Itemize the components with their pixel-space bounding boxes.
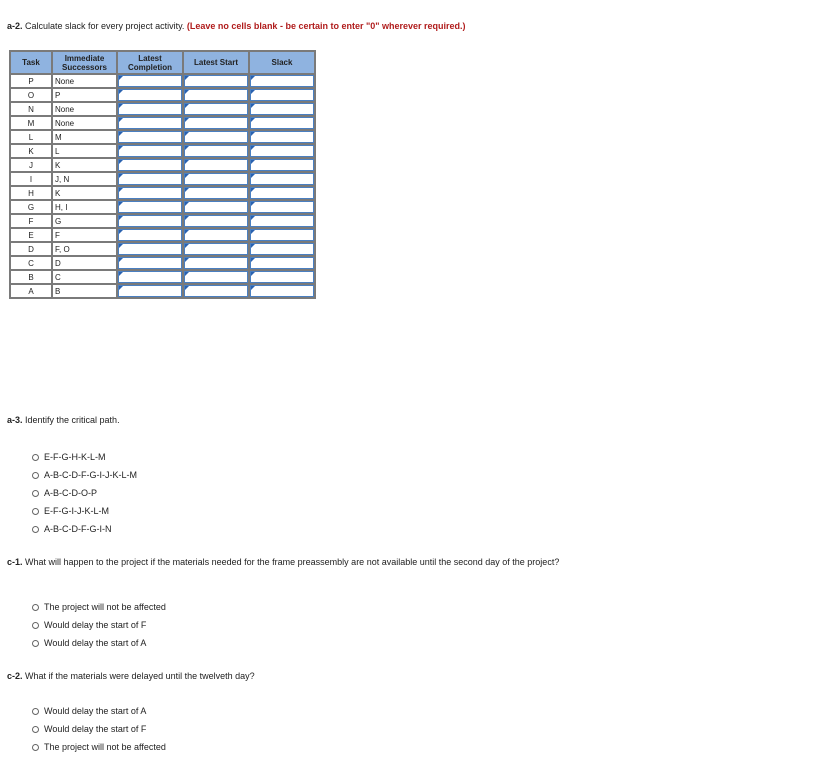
header-slack: Slack [249, 51, 315, 74]
option-label: A-B-C-D-F-G-I-J-K-L-M [44, 470, 137, 480]
question-c1: c-1. What will happen to the project if the materials needed for the frame preassembly are not available until the second day of the project? [7, 557, 560, 567]
table-row [10, 130, 315, 144]
task-cell: E [10, 228, 52, 242]
latest-start-input[interactable] [184, 229, 248, 241]
task-cell: J [10, 158, 52, 172]
radio-option[interactable] [32, 634, 166, 652]
task-cell: N [10, 102, 52, 116]
latest-start-input[interactable] [184, 215, 248, 227]
slack-input[interactable] [250, 215, 314, 227]
table-row [10, 102, 315, 116]
slack-input[interactable] [250, 117, 314, 129]
radio-button-icon[interactable] [32, 726, 39, 733]
successors-cell: F [52, 228, 117, 242]
latest-start-input[interactable] [184, 243, 248, 255]
successors-cell: M [52, 130, 117, 144]
latest-start-input[interactable] [184, 187, 248, 199]
slack-input[interactable] [250, 187, 314, 199]
radio-button-icon[interactable] [32, 744, 39, 751]
successors-cell: B [52, 284, 117, 298]
task-cell: L [10, 130, 52, 144]
latest-completion-input[interactable] [118, 257, 182, 269]
table-row [10, 144, 315, 158]
latest-start-input[interactable] [184, 173, 248, 185]
question-c2: c-2. What if the materials were delayed until the twelveth day? [7, 671, 255, 681]
radio-button-icon[interactable] [32, 604, 39, 611]
header-latest-completion: Latest Completion [117, 51, 183, 74]
latest-start-input[interactable] [184, 89, 248, 101]
successors-cell: L [52, 144, 117, 158]
slack-input[interactable] [250, 173, 314, 185]
radio-button-icon[interactable] [32, 622, 39, 629]
latest-completion-input[interactable] [118, 145, 182, 157]
latest-start-input[interactable] [184, 159, 248, 171]
latest-completion-input[interactable] [118, 159, 182, 171]
table-row [10, 74, 315, 88]
radio-button-icon[interactable] [32, 472, 39, 479]
latest-completion-input[interactable] [118, 243, 182, 255]
successors-cell: J, N [52, 172, 117, 186]
successors-cell: K [52, 186, 117, 200]
slack-input[interactable] [250, 257, 314, 269]
table-row [10, 172, 315, 186]
table-row [10, 270, 315, 284]
slack-input[interactable] [250, 243, 314, 255]
radio-option[interactable] [32, 720, 166, 738]
radio-option[interactable] [32, 598, 166, 616]
slack-input[interactable] [250, 75, 314, 87]
task-cell: B [10, 270, 52, 284]
table-row [10, 200, 315, 214]
successors-cell: K [52, 158, 117, 172]
latest-start-input[interactable] [184, 75, 248, 87]
option-label: The project will not be affected [44, 602, 166, 612]
latest-completion-input[interactable] [118, 229, 182, 241]
table-row [10, 186, 315, 200]
critical-path-options [32, 448, 137, 538]
slack-input[interactable] [250, 159, 314, 171]
task-cell: A [10, 284, 52, 298]
radio-button-icon[interactable] [32, 526, 39, 533]
task-cell: O [10, 88, 52, 102]
option-label: Would delay the start of F [44, 620, 147, 630]
option-label: A-B-C-D-O-P [44, 488, 97, 498]
header-task: Task [10, 51, 52, 74]
task-cell: P [10, 74, 52, 88]
header-successors: Immediate Successors [52, 51, 117, 74]
slack-table [9, 50, 316, 299]
c1-options [32, 598, 166, 652]
latest-completion-input[interactable] [118, 103, 182, 115]
successors-cell: D [52, 256, 117, 270]
option-label: The project will not be affected [44, 742, 166, 752]
slack-input[interactable] [250, 271, 314, 283]
task-cell: H [10, 186, 52, 200]
successors-cell: H, I [52, 200, 117, 214]
task-cell: K [10, 144, 52, 158]
task-cell: G [10, 200, 52, 214]
table-row [10, 116, 315, 130]
c2-options [32, 702, 166, 756]
option-label: E-F-G-I-J-K-L-M [44, 506, 109, 516]
successors-cell: G [52, 214, 117, 228]
latest-completion-input[interactable] [118, 285, 182, 297]
latest-completion-input[interactable] [118, 117, 182, 129]
slack-input[interactable] [250, 145, 314, 157]
header-latest-start: Latest Start [183, 51, 249, 74]
table-row [10, 214, 315, 228]
latest-completion-input[interactable] [118, 173, 182, 185]
option-label: Would delay the start of A [44, 706, 147, 716]
slack-input[interactable] [250, 285, 314, 297]
slack-input[interactable] [250, 103, 314, 115]
option-label: E-F-G-H-K-L-M [44, 452, 106, 462]
latest-completion-input[interactable] [118, 89, 182, 101]
radio-option[interactable] [32, 484, 137, 502]
latest-completion-input[interactable] [118, 187, 182, 199]
latest-completion-input[interactable] [118, 75, 182, 87]
table-row [10, 228, 315, 242]
latest-start-input[interactable] [184, 131, 248, 143]
successors-cell: F, O [52, 242, 117, 256]
task-cell: M [10, 116, 52, 130]
radio-option[interactable] [32, 448, 137, 466]
task-cell: D [10, 242, 52, 256]
table-row [10, 242, 315, 256]
radio-option[interactable] [32, 702, 166, 720]
latest-start-input[interactable] [184, 117, 248, 129]
radio-button-icon[interactable] [32, 640, 39, 647]
successors-cell: C [52, 270, 117, 284]
slack-input[interactable] [250, 131, 314, 143]
successors-cell: None [52, 116, 117, 130]
slack-input[interactable] [250, 89, 314, 101]
task-cell: F [10, 214, 52, 228]
option-label: Would delay the start of A [44, 638, 147, 648]
latest-start-input[interactable] [184, 201, 248, 213]
radio-option[interactable] [32, 520, 137, 538]
latest-start-input[interactable] [184, 271, 248, 283]
table-row [10, 88, 315, 102]
latest-completion-input[interactable] [118, 131, 182, 143]
latest-start-input[interactable] [184, 103, 248, 115]
latest-completion-input[interactable] [118, 201, 182, 213]
radio-button-icon[interactable] [32, 508, 39, 515]
radio-button-icon[interactable] [32, 708, 39, 715]
table-row [10, 284, 315, 298]
task-cell: I [10, 172, 52, 186]
slack-input[interactable] [250, 201, 314, 213]
latest-start-input[interactable] [184, 257, 248, 269]
radio-button-icon[interactable] [32, 454, 39, 461]
slack-input[interactable] [250, 229, 314, 241]
latest-start-input[interactable] [184, 285, 248, 297]
table-row [10, 158, 315, 172]
radio-option[interactable] [32, 616, 166, 634]
option-label: A-B-C-D-F-G-I-N [44, 524, 112, 534]
table-row [10, 256, 315, 270]
latest-start-input[interactable] [184, 145, 248, 157]
option-label: Would delay the start of F [44, 724, 147, 734]
radio-option[interactable] [32, 466, 137, 484]
latest-completion-input[interactable] [118, 271, 182, 283]
question-a2: a-2. Calculate slack for every project activity. (Leave no cells blank - be certain to enter "0" wherever required.) [7, 21, 466, 31]
latest-completion-input[interactable] [118, 215, 182, 227]
radio-button-icon[interactable] [32, 490, 39, 497]
successors-cell: P [52, 88, 117, 102]
radio-option[interactable] [32, 738, 166, 756]
question-a3: a-3. Identify the critical path. [7, 415, 120, 425]
successors-cell: None [52, 102, 117, 116]
successors-cell: None [52, 74, 117, 88]
radio-option[interactable] [32, 502, 137, 520]
task-cell: C [10, 256, 52, 270]
